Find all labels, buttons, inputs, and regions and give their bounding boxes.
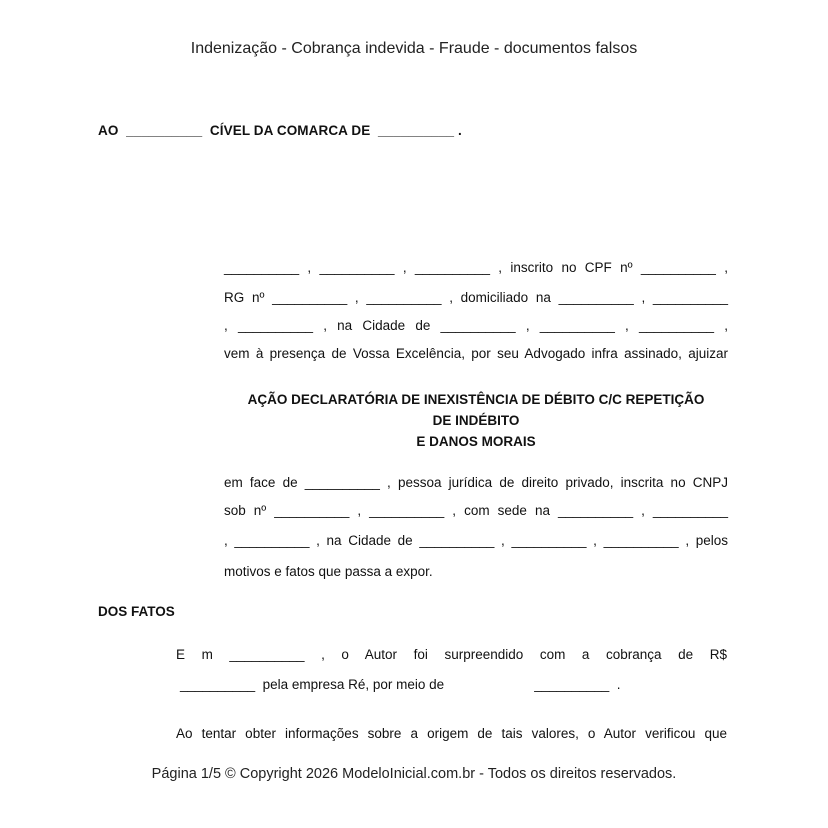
document-header-title: Indenização - Cobrança indevida - Fraude - documentos falsos	[190, 40, 638, 57]
action-title	[224, 389, 728, 452]
action-title-line-1: AÇÃO DECLARATÓRIA DE INEXISTÊNCIA DE DÉBITO C/C REPETIÇÃO	[247, 392, 705, 407]
action-title-line-2: DE INDÉBITO	[432, 413, 520, 428]
section-heading-facts: DOS FATOS	[98, 604, 175, 619]
qualification-line-4: vem à presença de Vossa Excelência, por seu Advogado infra assinado, ajuizar	[224, 346, 728, 361]
page-footer: Página 1/5 © Copyright 2026 ModeloInicial.com.br - Todos os direitos reservados.	[151, 766, 677, 782]
defendant-line-1: em face de __________ , pessoa jurídica de direito privado, inscrita no CNPJ	[224, 475, 728, 490]
qualification-line-3: , __________ , na Cidade de __________ , __________ , __________ ,	[224, 318, 728, 333]
action-title-line-3: E DANOS MORAIS	[416, 434, 536, 449]
court-addressee: AO __________ CÍVEL DA COMARCA DE __________ .	[98, 123, 462, 138]
qualification-line-1: __________ , __________ , __________ , inscrito no CPF nº __________ ,	[224, 260, 728, 275]
defendant-line-4: motivos e fatos que passa a expor.	[224, 564, 433, 579]
qualification-line-2: RG nº __________ , __________ , domiciliado na __________ , __________	[224, 290, 728, 305]
defendant-line-3: , __________ , na Cidade de __________ , __________ , __________ , pelos	[224, 533, 728, 548]
facts-line-2: __________ pela empresa Ré, por meio de __________ .	[180, 677, 621, 692]
defendant-line-2: sob nº __________ , __________ , com sede na __________ , __________	[224, 503, 728, 518]
facts-line-3: Ao tentar obter informações sobre a origem de tais valores, o Autor verificou que	[176, 726, 727, 741]
facts-line-1: E m __________ , o Autor foi surpreendido com a cobrança de R$	[176, 647, 727, 662]
